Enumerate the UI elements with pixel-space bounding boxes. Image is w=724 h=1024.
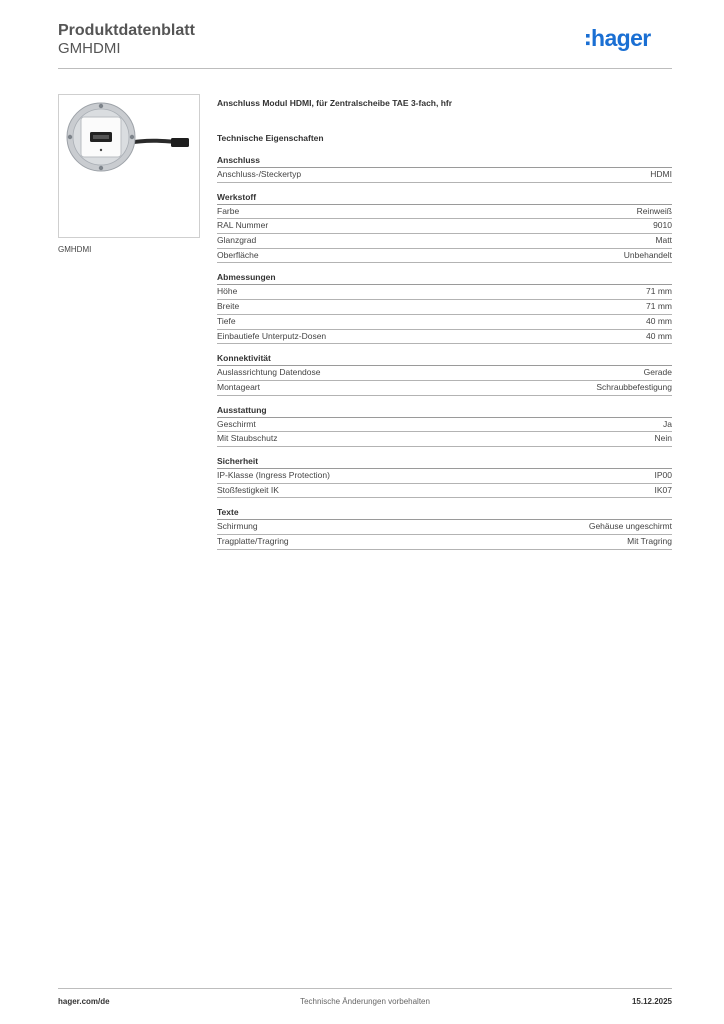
spec-row — [217, 484, 672, 499]
spec-value: Matt — [655, 235, 672, 246]
spec-label: Einbautiefe Unterputz-Dosen — [217, 330, 327, 341]
spec-label: Geschirmt — [217, 418, 256, 429]
section-title: Anschluss — [217, 154, 672, 168]
spec-label: Oberfläche — [217, 249, 259, 260]
section-anschluss — [217, 154, 672, 183]
spec-row — [217, 432, 672, 447]
spec-row — [217, 234, 672, 249]
section-title: Sicherheit — [217, 455, 672, 469]
spec-label: Farbe — [217, 205, 240, 216]
hager-logo — [586, 24, 672, 54]
spec-value: 40 mm — [646, 315, 672, 326]
spec-row — [217, 418, 672, 433]
section-title: Abmessungen — [217, 271, 672, 285]
hdmi-module-illustration — [59, 95, 199, 237]
section-texte — [217, 506, 672, 549]
page-footer — [58, 997, 672, 1011]
section-abmessungen — [217, 271, 672, 344]
spec-label: Stoßfestigkeit IK — [217, 484, 279, 495]
section-konnektivitaet — [217, 352, 672, 395]
spec-value: Mit Tragring — [627, 536, 672, 546]
section-sicherheit — [217, 455, 672, 498]
logo-text: hager — [591, 25, 651, 51]
spec-value: IP00 — [654, 469, 672, 480]
image-caption: GMHDMI — [58, 245, 92, 254]
product-code: GMHDMI — [58, 40, 121, 57]
spec-value: Gerade — [643, 367, 672, 378]
spec-label: Breite — [217, 301, 240, 312]
footer-divider — [58, 988, 672, 989]
spec-value: HDMI — [650, 169, 672, 179]
spec-row — [217, 469, 672, 484]
spec-row — [217, 315, 672, 330]
spec-row — [217, 205, 672, 220]
spec-label: Auslassrichtung Datendose — [217, 367, 321, 378]
spec-row — [217, 381, 672, 396]
spec-label: Mit Staubschutz — [217, 433, 278, 444]
spec-label: Schirmung — [217, 521, 258, 532]
spec-value: Gehäuse ungeschirmt — [588, 521, 672, 532]
spec-value: Schraubbefestigung — [596, 381, 672, 392]
spec-row — [217, 168, 672, 183]
spec-label: Tragplatte/Tragring — [217, 536, 289, 546]
spec-label: Anschluss-/Steckertyp — [217, 169, 302, 179]
spec-value: 9010 — [653, 220, 672, 231]
spec-label: Tiefe — [217, 315, 236, 326]
spec-row — [217, 285, 672, 300]
spec-row — [217, 219, 672, 234]
spec-label: Höhe — [217, 286, 238, 297]
spec-row — [217, 330, 672, 345]
section-werkstoff — [217, 191, 672, 264]
spec-label: IP-Klasse (Ingress Protection) — [217, 469, 330, 480]
spec-value: 71 mm — [646, 286, 672, 297]
page-title: Produktdatenblatt — [58, 22, 195, 39]
spec-row — [217, 535, 672, 550]
spec-row — [217, 249, 672, 264]
header-divider — [58, 68, 672, 69]
section-title: Werkstoff — [217, 191, 672, 205]
product-description: Anschluss Modul HDMI, für Zentralscheibe TAE 3-fach, hfr — [217, 98, 453, 108]
section-title: Texte — [217, 506, 672, 520]
spec-row — [217, 300, 672, 315]
product-specs — [217, 96, 672, 550]
spec-label: RAL Nummer — [217, 220, 269, 231]
spec-value: IK07 — [654, 484, 672, 495]
spec-label: Montageart — [217, 381, 260, 392]
section-title: Konnektivität — [217, 352, 672, 366]
section-ausstattung — [217, 404, 672, 447]
footer-date: 15.12.2025 — [631, 997, 672, 1006]
spec-value: 40 mm — [646, 330, 672, 341]
footer-notice: Technische Änderungen vorbehalten — [300, 997, 430, 1006]
spec-row — [217, 366, 672, 381]
spec-value: Nein — [654, 433, 672, 444]
footer-website-link[interactable]: hager.com/de — [58, 997, 110, 1006]
spec-label: Glanzgrad — [217, 235, 257, 246]
spec-value: 71 mm — [646, 301, 672, 312]
spec-value: Ja — [663, 418, 672, 429]
spec-value: Reinweiß — [636, 205, 672, 216]
spec-value: Unbehandelt — [623, 249, 672, 260]
tech-heading: Technische Eigenschaften — [217, 133, 324, 143]
product-image — [58, 94, 200, 238]
section-title: Ausstattung — [217, 404, 672, 418]
page-header — [58, 20, 672, 70]
spec-row — [217, 520, 672, 535]
